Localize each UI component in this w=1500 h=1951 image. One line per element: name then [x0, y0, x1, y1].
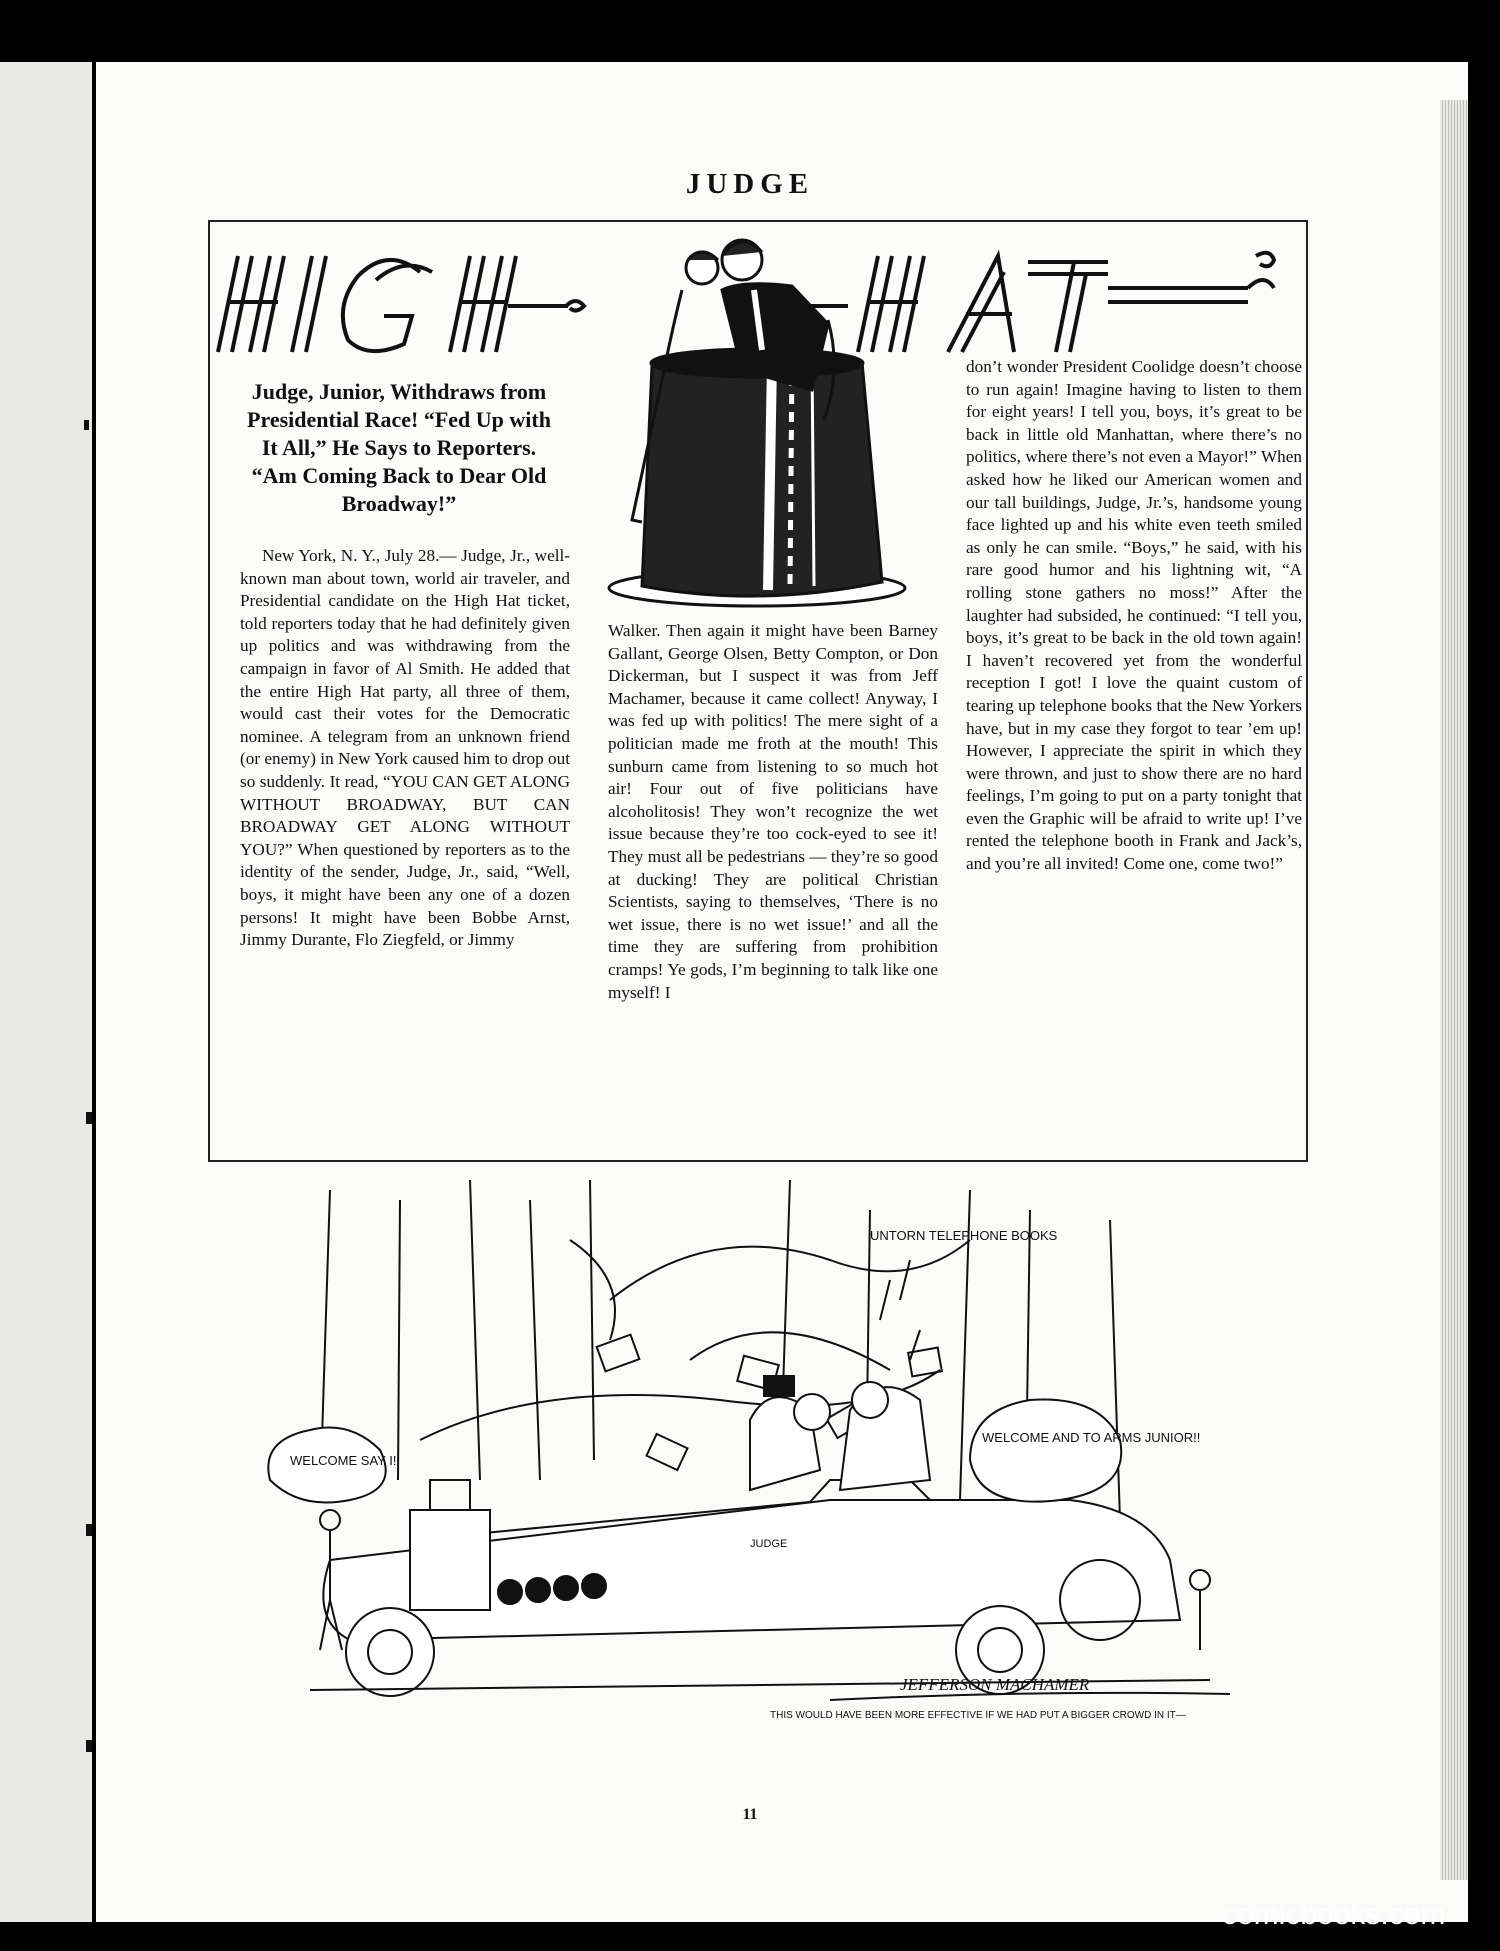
- column-2-text: Walker. Then again it might have been Barney Gallant, George Olsen, Betty Compton, or Don Dickerman, but I suspect it was from Jeff Machamer, because it came collect! Anyway, I was fed up with politics! The mere sight of a politician made me froth at the mouth! This sunburn came from listening to so much hot air! Four out of five politicians have alcoholitosis! They won’t recognize the wet issue because they’re too cock-eyed to see it! They must all be pedestrians — they’re so good at ducking! They are political Christian Scientists, saying to themselves, ‘There is no wet issue, there is no wet issue!’ and all the time they are suffering from prohibition cramps! Ye gods, I’m beginning to talk like one myself! I: [608, 621, 938, 1002]
- binding-mark: [84, 420, 89, 430]
- bubble-left-text: WELCOME SAY I!: [290, 1453, 397, 1468]
- books-label: UNTORN TELEPHONE BOOKS: [870, 1228, 1058, 1243]
- car-cartoon: [270, 1180, 1310, 1740]
- watermark: comicbooks.com: [1222, 1898, 1446, 1931]
- page-stack-edge: [1440, 100, 1468, 1880]
- facing-page-edge: [0, 62, 92, 1922]
- page-number: 11: [742, 1806, 758, 1823]
- binding-mark: [86, 1524, 92, 1536]
- car-label: JUDGE: [750, 1538, 788, 1550]
- article-column-3: [966, 356, 1302, 876]
- article-column-1: [240, 545, 570, 952]
- top-hat-illustration: [592, 230, 942, 610]
- banner-left-word: [218, 256, 584, 352]
- cartoon-signature: JEFFERSON MACHAMER: [900, 1675, 1090, 1694]
- cartoon-caption: THIS WOULD HAVE BEEN MORE EFFECTIVE IF WE HAD PUT A BIGGER CROWD IN IT—: [770, 1710, 1186, 1721]
- article-headline: Judge, Junior, Withdraws from Presidential Race! “Fed Up with It All,” He Says to Reporters. “Am Coming Back to Dear Old Broadway!”: [247, 379, 551, 516]
- column-1-text: New York, N. Y., July 28.— Judge, Jr., well-known man about town, world air traveler, and Presidential candidate on the High Hat ticket, told reporters today that he had definitely given up politics and was withdrawing from the campaign in favor of Al Smith. He added that the entire High Hat party, all three of them, would cast their votes for the Democratic nominee. A telegram from an unknown friend (or enemy) in New York caused him to drop out so suddenly. It read, “YOU CAN GET ALONG WITHOUT BROADWAY, BUT CAN BROADWAY GET ALONG WITHOUT YOU?” When questioned by reporters as to the identity of the sender, Judge, Jr., said, “Well, boys, it might have been any one of a dozen persons! It might have been Bobbe Arnst, Jimmy Durante, Flo Ziegfeld, or Jimmy: [240, 546, 570, 950]
- binding-mark: [86, 1740, 92, 1752]
- binding-mark: [86, 1112, 92, 1124]
- magazine-title: JUDGE: [685, 168, 815, 200]
- bubble-right-text: WELCOME AND TO ARMS JUNIOR!!: [982, 1430, 1201, 1445]
- article-column-2: [608, 620, 938, 1004]
- column-3-text: don’t wonder President Coolidge doesn’t choose to run again! Imagine having to listen to them for eight years! I tell you, boys, it’s great to be back in little old Manhattan, where there’s no politics, where there’s not even a Mayor!” When asked how he liked our American women and our tall buildings, Judge, Jr.’s, handsome young face lighted up and his white even teeth smiled as only he can smile. “Boys,” he said, with his rare good humor and his lightning wit, “A rolling stone gathers no moss!” After the laughter had subsided, he continued: “I tell you, boys, it’s great to be back in the old town again! I haven’t recovered yet from the wonderful reception I got! I love the quaint custom of tearing up telephone books that the New Yorkers have, but in my case they forgot to tear ’em up! However, I appreciate the spirit in which they were thrown, and just to show there are no hard feelings, I’m going to put on a party tonight that even the Graphic will be afraid to write up! I’ve rented the telephone booth in Frank and Jack’s, and you’re all invited! Come one, come two!”: [966, 357, 1302, 874]
